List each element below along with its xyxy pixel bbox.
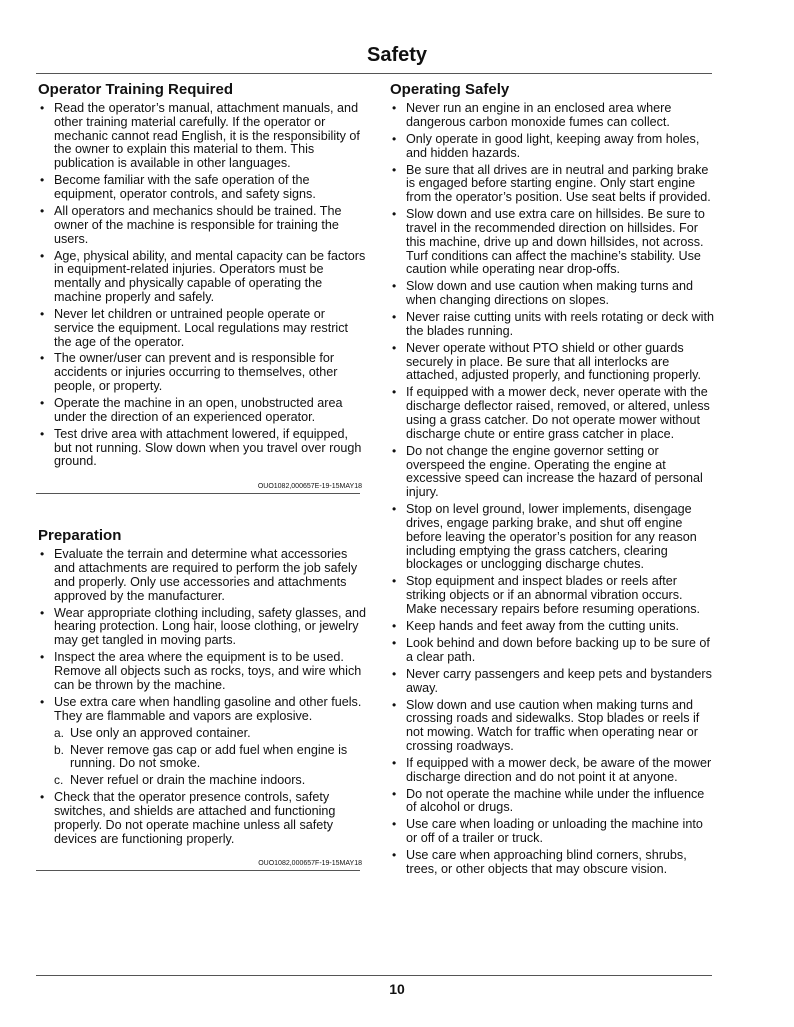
section-divider — [36, 870, 360, 871]
bullet-marker: • — [392, 340, 397, 355]
list-item — [36, 205, 368, 246]
list-item-text: The owner/user can prevent and is responsible for accidents or injuries occurring to themselves, other people, or property. — [54, 351, 338, 394]
list-item-text: Test drive area with attachment lowered, if equipped, but not running. Slow down when you travel over rough ground. — [54, 426, 362, 469]
list-item-text: Use only an approved container. — [70, 725, 251, 740]
list-item-text: Stop equipment and inspect blades or reels after striking objects or if an abnormal vibration occurs. Make necessary repairs before resuming operations. — [406, 574, 700, 616]
reference-code: OUO1082,000657E-19-15MAY18 — [257, 483, 362, 491]
preparation-list — [36, 548, 368, 723]
bullet-marker: • — [392, 443, 397, 458]
list-item — [388, 757, 714, 785]
bullet-marker: • — [392, 618, 397, 633]
list-item-text: Slow down and use caution when making turns and crossing roads and sidewalks. Stop blades or reels if not mowing. Watch for traffic when operating near or crossing roadways. — [406, 697, 700, 753]
list-item-text: If equipped with a mower deck, be aware of the mower discharge direction and do not point it at anyone. — [406, 755, 712, 784]
list-item-text: Become familiar with the safe operation of the equipment, operator controls, and safety signs. — [54, 173, 316, 201]
bullet-marker: • — [392, 666, 397, 681]
operator-training-heading: Operator Training Required — [38, 81, 234, 98]
preparation-list — [36, 791, 368, 846]
list-item — [36, 308, 368, 349]
list-item — [388, 637, 714, 665]
bullet-marker: • — [40, 650, 45, 665]
reference-code: OUO1082,000657F-19-15MAY18 — [258, 860, 362, 868]
bullet-marker: • — [40, 351, 45, 366]
list-item — [36, 250, 368, 305]
list-item — [388, 311, 714, 339]
bullet-marker: • — [392, 697, 397, 712]
bullet-marker: • — [40, 547, 45, 562]
list-item — [36, 397, 368, 425]
footer-rule — [36, 975, 712, 976]
list-item-text: Stop on level ground, lower implements, disengage drives, engage parking brake, and shut off engine before leaving the operator’s position for any reason including emptying the grass catchers, clearing blockages or unclogging discharge chutes. — [406, 502, 697, 572]
list-item — [388, 699, 714, 754]
list-item-text: Never run an engine in an enclosed area where dangerous carbon monoxide fumes can collect. — [406, 101, 672, 129]
list-item-text: Never carry passengers and keep pets and bystanders away. — [406, 666, 712, 695]
bullet-marker: • — [40, 605, 45, 620]
bullet-marker: • — [392, 162, 397, 177]
list-item — [388, 133, 714, 161]
list-item-text: Be sure that all drives are in neutral and parking brake is engaged before starting engine. Only start engine from the operator’s position. Use seat belts if provided. — [406, 162, 711, 205]
bullet-marker: a. — [54, 725, 65, 740]
bullet-marker: • — [392, 385, 397, 400]
list-item-text: Never remove gas cap or add fuel when engine is running. Do not smoke. — [70, 742, 348, 771]
list-item-text: Operate the machine in an open, unobstructed area under the direction of an experienced operator. — [54, 396, 343, 424]
list-item-text: Read the operator’s manual, attachment manuals, and other training material carefully. If the operator or mechanic cannot read English, it is the responsibility of the owner to explain this material to them. This publication is available in other languages. — [54, 101, 360, 171]
list-item-text: Do not operate the machine while under the influence of alcohol or drugs. — [406, 786, 705, 815]
operator-training-list — [36, 102, 368, 469]
list-item — [388, 503, 714, 572]
list-item — [36, 102, 368, 171]
list-item — [36, 174, 368, 202]
list-item — [36, 428, 368, 469]
list-item — [388, 818, 714, 846]
list-item — [36, 548, 368, 603]
list-item — [388, 280, 714, 308]
list-item-text: Check that the operator presence controls, safety switches, and shields are attached and functioning properly. Do not operate machine unless all safety devices are functioning properly. — [54, 790, 336, 846]
bullet-marker: • — [40, 173, 45, 188]
list-item-text: All operators and mechanics should be trained. The owner of the machine is responsible for training the users. — [54, 203, 342, 246]
list-item — [388, 668, 714, 696]
list-item — [36, 696, 368, 724]
list-item-text: Look behind and down before backing up to be sure of a clear path. — [406, 635, 710, 664]
list-item-text: Only operate in good light, keeping away from holes, and hidden hazards. — [406, 131, 700, 160]
left-column — [36, 80, 368, 871]
bullet-marker: • — [392, 786, 397, 801]
preparation-heading: Preparation — [38, 527, 122, 545]
list-item — [388, 849, 714, 877]
list-item — [388, 620, 714, 634]
bullet-marker: • — [40, 790, 45, 805]
list-item-text: Never operate without PTO shield or other guards securely in place. Be sure that all interlocks are attached, adjusted properly, and functioning properly. — [406, 340, 701, 383]
header-rule — [36, 73, 712, 74]
list-item-text: Slow down and use caution when making turns and when changing directions on slopes. — [406, 279, 694, 308]
list-item — [388, 342, 714, 383]
page-number: 10 — [389, 981, 405, 997]
page-title: Safety — [366, 44, 428, 66]
list-item-text: Use extra care when handling gasoline and other fuels. They are flammable and vapors are explosive. — [54, 694, 362, 723]
bullet-marker: • — [40, 306, 45, 321]
bullet-marker: • — [392, 848, 397, 863]
preparation-section — [36, 526, 368, 871]
bullet-marker: c. — [54, 773, 64, 788]
bullet-marker: • — [392, 101, 397, 115]
list-item-text: Keep hands and feet away from the cutting units. — [406, 618, 680, 633]
list-item — [36, 651, 368, 692]
list-item — [36, 352, 368, 393]
list-item — [36, 791, 368, 846]
list-item — [36, 744, 368, 772]
list-item-text: Wear appropriate clothing including, safety glasses, and hearing protection. Long hair, loose clothing, or jewelry may get tangled in moving parts. — [54, 605, 366, 648]
list-item — [388, 208, 714, 277]
list-item — [36, 727, 368, 741]
section-divider — [36, 493, 360, 494]
list-item-text: Use care when approaching blind corners, shrubs, trees, or other objects that may obscure vision. — [406, 848, 687, 877]
fuel-sub-list — [36, 727, 368, 789]
list-item-text: Evaluate the terrain and determine what accessories and attachments are required to perform the job safely and properly. Only use accessories and attachments approved by the manufacturer. — [54, 547, 358, 603]
operating-safely-heading: Operating Safely — [390, 81, 510, 98]
list-item-text: Never let children or untrained people operate or service the equipment. Local regulations may restrict the age of the operator. — [54, 306, 348, 349]
list-item — [388, 102, 714, 130]
bullet-marker: • — [40, 203, 45, 218]
bullet-marker: • — [40, 694, 45, 709]
list-item — [388, 575, 714, 616]
list-item-text: Never refuel or drain the machine indoors. — [70, 773, 306, 788]
bullet-marker: • — [392, 279, 397, 294]
bullet-marker: • — [40, 101, 45, 115]
bullet-marker: • — [392, 574, 397, 589]
list-item-text: Slow down and use extra care on hillsides. Be sure to travel in the recommended direction on hillsides. For this machine, drive up and down hillsides, not across. Turf conditions can affect the machine’s stability. Use caution while operating near drop-offs. — [406, 207, 705, 277]
list-item-text: Age, physical ability, and mental capacity can be factors in equipment-related injuries. Operators must be mentally and physically capable of operating the machine properly and safely. — [54, 248, 366, 304]
bullet-marker: b. — [54, 742, 65, 757]
bullet-marker: • — [40, 248, 45, 263]
right-column — [388, 80, 714, 880]
bullet-marker: • — [392, 131, 397, 146]
operating-safely-section — [388, 80, 714, 877]
list-item — [36, 774, 368, 788]
bullet-marker: • — [392, 817, 397, 832]
bullet-marker: • — [392, 207, 397, 222]
list-item — [388, 164, 714, 205]
bullet-marker: • — [392, 310, 397, 325]
bullet-marker: • — [392, 635, 397, 650]
list-item — [388, 788, 714, 816]
bullet-marker: • — [392, 502, 397, 517]
list-item-text: If equipped with a mower deck, never operate with the discharge deflector raised, removed, or altered, unless using a grass catcher. Do not operate mower without discharge chute or entire grass catcher in place. — [406, 385, 710, 441]
bullet-marker: • — [40, 426, 45, 441]
operator-training-section — [36, 80, 368, 494]
list-item-text: Never raise cutting units with reels rotating or deck with the blades running. — [406, 310, 714, 338]
list-item — [36, 607, 368, 648]
list-item — [388, 445, 714, 500]
bullet-marker: • — [40, 396, 45, 411]
list-item-text: Inspect the area where the equipment is to be used. Remove all objects such as rocks, toys, and wire which can be thrown by the machine. — [54, 650, 362, 692]
list-item-text: Do not change the engine governor setting or overspeed the engine. Operating the engine at excessive speed can increase the hazard of personal injury. — [406, 443, 703, 500]
list-item-text: Use care when loading or unloading the machine into or off of a trailer or truck. — [406, 817, 703, 846]
bullet-marker: • — [392, 755, 397, 770]
operating-safely-list — [388, 102, 714, 877]
list-item — [388, 386, 714, 441]
